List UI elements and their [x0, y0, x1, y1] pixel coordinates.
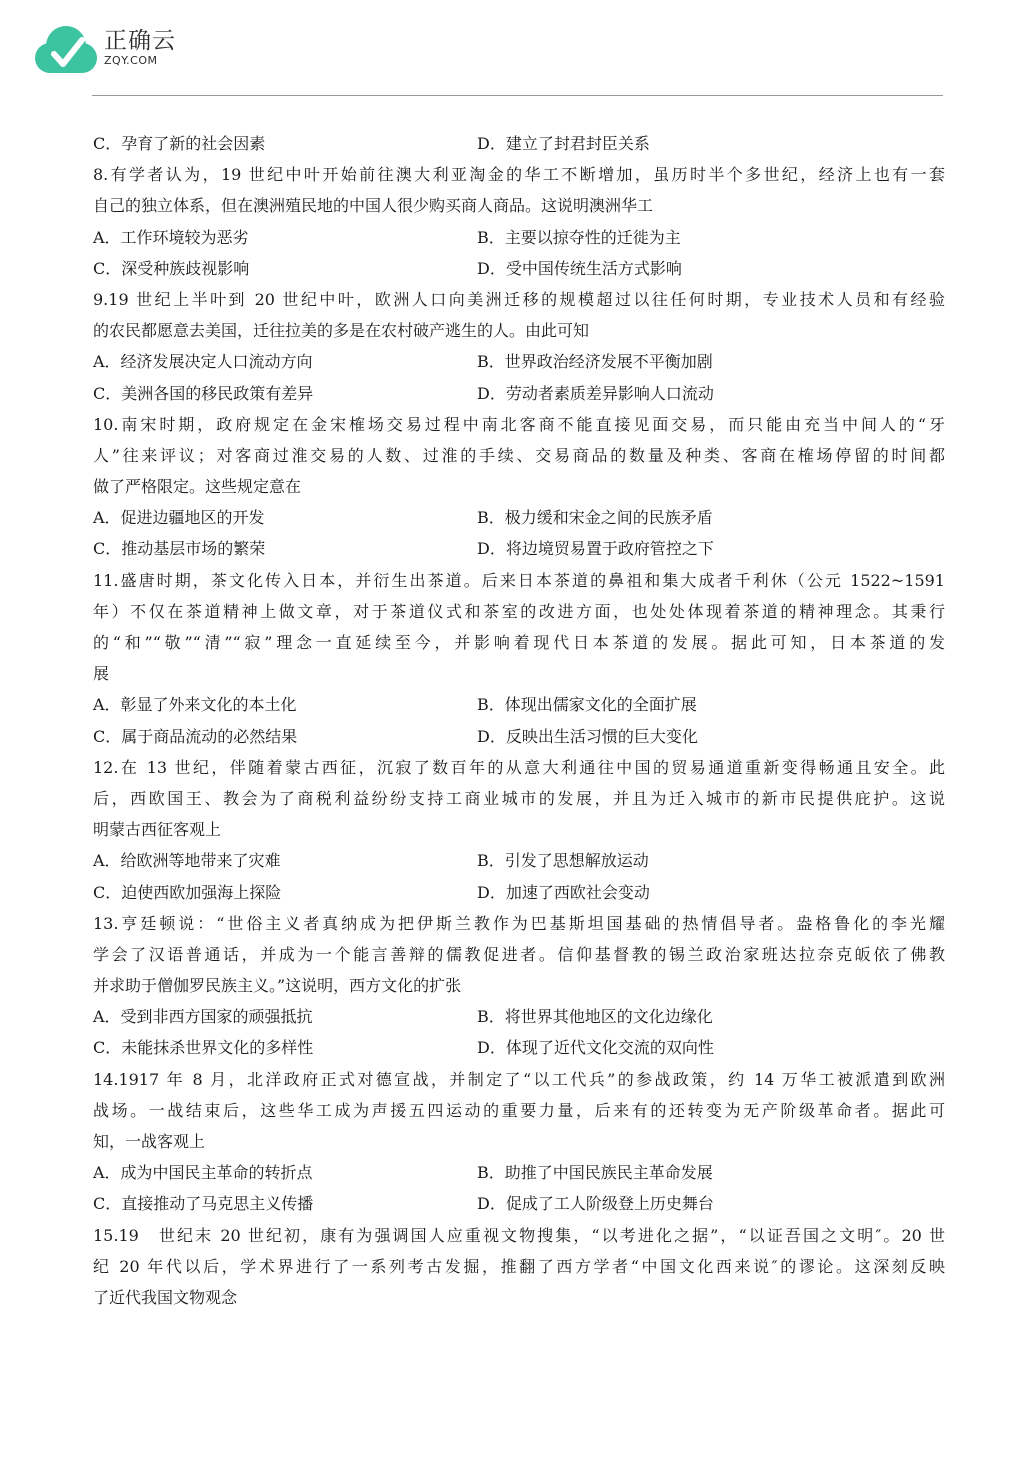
option-right: D．加速了西欧社会变动: [477, 882, 650, 902]
option-right: B．将世界其他地区的文化边缘化: [477, 1007, 713, 1027]
option-row: [93, 502, 945, 533]
question-stem-line: 自己的独立体系，但在澳洲殖民地的中国人很少购买商人商品。这说明澳洲华工: [93, 196, 654, 216]
option-right: D．促成了工人阶级登上历史舞台: [477, 1194, 714, 1214]
option-row: [93, 1032, 945, 1063]
header-divider: [92, 95, 943, 96]
question-stem-line: 明蒙古西征客观上: [93, 820, 222, 840]
option-right: D．劳动者素质差异影响人口流动: [477, 383, 714, 403]
option-row: [93, 845, 945, 876]
brand-url: ZQY.COM: [104, 54, 158, 67]
option-left: A．受到非西方国家的顽强抵抗: [93, 1007, 313, 1027]
option-left: C．迫使西欧加强海上探险: [93, 882, 282, 902]
option-right: D．将边境贸易置于政府管控之下: [477, 539, 714, 559]
option-row: [93, 378, 945, 409]
option-row: [93, 1157, 945, 1188]
question-stem-line: 展: [93, 664, 110, 684]
question-stem-line: 13.亨廷顿说：“世俗主义者真纳成为把伊斯兰教作为巴基斯坦国基础的热情倡导者。盎格鲁化的李光耀: [93, 913, 945, 933]
option-right: B．世界政治经济发展不平衡加剧: [477, 352, 713, 372]
option-right: B．极力缓和宋金之间的民族矛盾: [477, 508, 713, 528]
brand: [104, 28, 176, 68]
option-left: C．推动基层市场的繁荣: [93, 539, 266, 559]
question-stem-line: 的“和”“敬”“清”“寂”理念一直延续至今，并影响着现代日本茶道的发展。据此可知，日本茶道的发: [93, 633, 945, 652]
option-right: B．引发了思想解放运动: [477, 851, 649, 871]
option-left: C．直接推动了马克思主义传播: [93, 1194, 314, 1214]
option-right: D．建立了封君封臣关系: [477, 134, 650, 153]
question-stem-line: 做了严格限定。这些规定意在: [93, 477, 302, 497]
option-left: A．促进边疆地区的开发: [93, 508, 265, 528]
option-row: [93, 1188, 945, 1219]
question-stem-line: 9.19 世纪上半叶到 20 世纪中叶，欧洲人口向美洲迁移的规模超过以往任何时期，专业技术人员和有经验: [93, 289, 945, 309]
option-right: D．体现了近代文化交流的双向性: [477, 1038, 714, 1058]
question-stem-line: 人”往来评议；对客商过淮交易的人数、过淮的手续、交易商品的数量及种类、客商在榷场停留的时间都: [93, 445, 945, 465]
question-stem-line: 战场。一战结束后，这些华工成为声援五四运动的重要力量，后来有的还转变为无产阶级革命者。据此可: [93, 1100, 945, 1120]
option-row: [93, 253, 945, 284]
option-left: A．彰显了外来文化的本土化: [93, 695, 297, 715]
option-left: C．深受种族歧视影响: [93, 258, 250, 278]
option-row: [93, 721, 945, 752]
question-stem-line: 后，西欧国王、教会为了商税利益纷纷支持工商业城市的发展，并且为迁入城市的新市民提供庇护。这说: [93, 788, 945, 808]
question-stem-line: 15.19 世纪末 20 世纪初，康有为强调国人应重视文物搜集，“以考进化之据”，“以证吾国之文明″。20 世: [93, 1225, 945, 1245]
option-left: C．属于商品流动的必然结果: [93, 726, 298, 746]
question-stem-line: 8.有学者认为，19 世纪中叶开始前往澳大利亚淘金的华工不断增加，虽历时半个多世纪，经济上也有一套: [93, 165, 945, 185]
option-left: C．未能抹杀世界文化的多样性: [93, 1038, 314, 1058]
option-right: B．体现出儒家文化的全面扩展: [477, 695, 697, 715]
option-row: [93, 1001, 945, 1032]
option-row: [93, 222, 945, 253]
page-header: [30, 14, 944, 96]
option-right: D．反映出生活习惯的巨大变化: [477, 726, 698, 746]
question-stem-line: 知，一战客观上: [93, 1132, 206, 1151]
question-stem-line: 纪 20 年代以后，学术界进行了一系列考古发掘，推翻了西方学者“中国文化西来说″的谬论。这深刻反映: [93, 1256, 945, 1276]
option-right: B．助推了中国民族民主革命发展: [477, 1163, 713, 1183]
cloud-check-logo-icon: [30, 22, 100, 78]
option-left: C．美洲各国的移民政策有差异: [93, 383, 314, 403]
question-stem-line: 10.南宋时期，政府规定在金宋榷场交易过程中南北客商不能直接见面交易，而只能由充当中间人的“牙: [93, 414, 945, 434]
question-stem-line: 并求助于僧伽罗民族主义。”这说明，西方文化的扩张: [93, 976, 462, 996]
option-row: [93, 689, 945, 720]
question-stem-line: 12.在 13 世纪，伴随着蒙古西征，沉寂了数百年的从意大利通往中国的贸易通道重新变得畅通且安全。此: [93, 757, 945, 777]
question-stem-line: 14.1917 年 8 月，北洋政府正式对德宣战，并制定了“以工代兵”的参战政策，约 14 万华工被派遣到欧洲: [93, 1069, 945, 1089]
question-stem-line: 的农民都愿意去美国，迁往拉美的多是在农村破产逃生的人。由此可知: [93, 321, 590, 341]
brand-name: 正确云: [104, 28, 176, 54]
option-row: [93, 877, 945, 908]
question-stem-line: 学会了汉语普通话，并成为一个能言善辩的儒教促进者。信仰基督教的锡兰政治家班达拉奈克皈依了佛教: [93, 944, 945, 964]
option-left: A．工作环境较为恶劣: [93, 227, 249, 247]
option-left: A．给欧洲等地带来了灾难: [93, 851, 281, 871]
option-row: [93, 128, 945, 159]
question-stem-line: 年）不仅在茶道精神上做文章，对于茶道仪式和茶室的改进方面，也处处体现着茶道的精神理念。其秉行: [93, 601, 945, 621]
option-row: [93, 346, 945, 377]
question-stem-line: 11.盛唐时期，茶文化传入日本，并衍生出茶道。后来日本茶道的鼻祖和集大成者千利休（公元 1522~1591: [93, 570, 945, 590]
option-row: [93, 533, 945, 564]
option-left: A．成为中国民主革命的转折点: [93, 1163, 313, 1183]
question-content: [93, 128, 945, 1313]
option-left: C．孕育了新的社会因素: [93, 134, 266, 153]
option-right: D．受中国传统生活方式影响: [477, 258, 682, 278]
option-right: B．主要以掠夺性的迁徙为主: [477, 227, 681, 247]
option-left: A．经济发展决定人口流动方向: [93, 352, 313, 372]
question-stem-line: 了近代我国文物观念: [93, 1287, 238, 1307]
